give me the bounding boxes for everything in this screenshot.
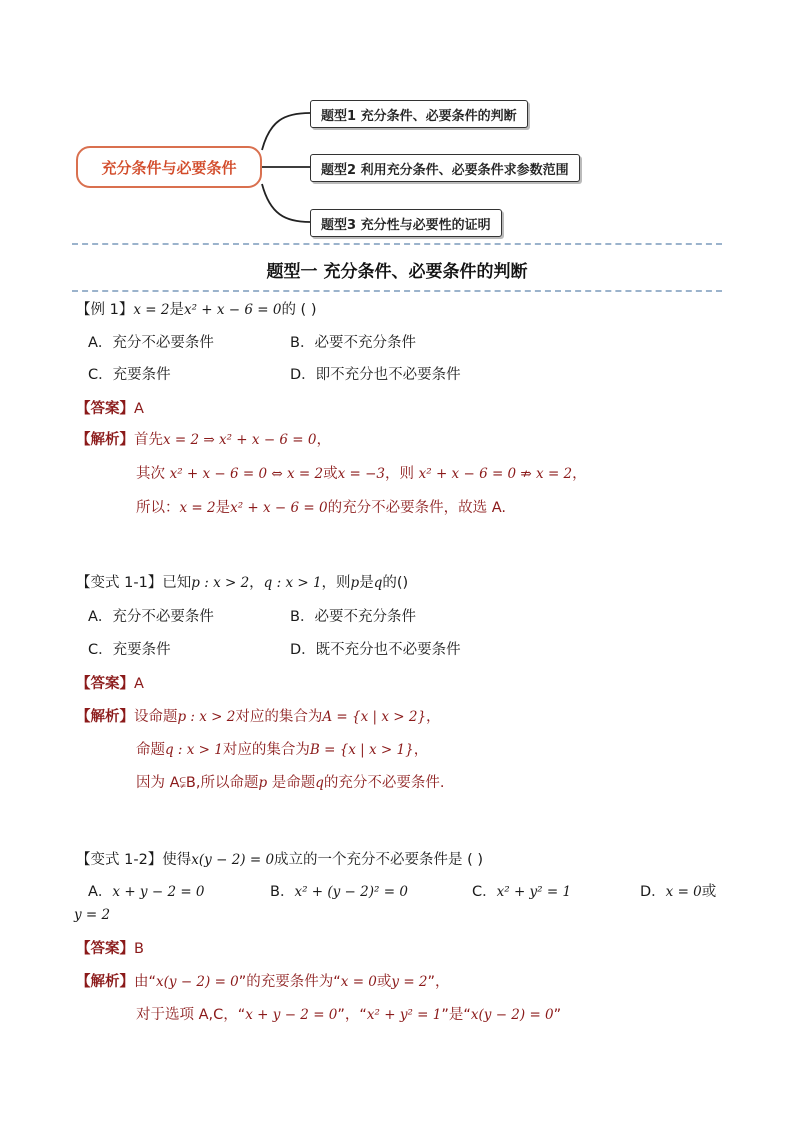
text: ，则 [321, 575, 351, 591]
answer-line [76, 672, 144, 693]
mindmap-branch-3: 题型3 充分性与必要性的证明 [310, 209, 502, 237]
answer-line [76, 397, 144, 418]
math-expr: p [350, 575, 360, 591]
text: 是 [359, 575, 374, 591]
text: ”是“ [441, 1007, 471, 1023]
text: 或 [376, 974, 392, 990]
math-expr: x = 2 ⇒ x² + x − 6 = 0 [163, 432, 317, 448]
text: ， [316, 432, 331, 448]
option-a: A．充分不必要条件 [88, 609, 214, 625]
text: 成立的一个充分不必要条件是 ( ) [274, 852, 484, 868]
text: 对于选项 A,C，“ [136, 1007, 246, 1023]
text: ”的充要条件为“ [238, 974, 341, 990]
math-expr: p : x > 2 [177, 709, 236, 725]
math-expr: x² + x − 6 = 0 ⇔ x = 2 [169, 466, 324, 482]
text: 其次 [136, 466, 165, 482]
math-expr: B = {x | x > 1} [309, 742, 414, 758]
math-expr: x² + x − 6 = 0 [230, 500, 328, 516]
variant-1-2-question [76, 848, 483, 869]
option-c: C．充要条件 [88, 367, 171, 383]
text: 已知 [162, 575, 192, 591]
text: 对应的集合为 [235, 709, 323, 725]
text: 或 [701, 884, 717, 900]
math-expr: x = 0 [340, 974, 377, 990]
analysis-line-2 [136, 462, 587, 483]
analysis-line-2 [136, 1003, 561, 1024]
example-label: 【例 1】 [76, 302, 134, 318]
answer-value: A [134, 401, 144, 417]
math-expr: x² + y² = 1 [366, 1007, 442, 1023]
math-expr: x(y − 2) = 0 [156, 974, 239, 990]
text: 的充分不必要条件，故选 A. [327, 500, 506, 516]
analysis-line-3 [136, 496, 506, 517]
text: 是命题 [267, 775, 316, 791]
text: ，则 [385, 466, 415, 482]
answer-value: B [134, 941, 144, 957]
text: 因为 A⫋B,所以命题 [136, 775, 259, 791]
variant-1-1-question [76, 571, 408, 592]
text: ” [553, 1007, 562, 1023]
divider-bottom [72, 290, 722, 292]
math-expr: x² + x − 6 = 0 ⇏ x = 2 [418, 466, 573, 482]
mindmap-root: 充分条件与必要条件 [76, 146, 262, 188]
text: 的充分不必要条件. [323, 775, 445, 791]
math-expr: x² + (y − 2)² = 0 [294, 884, 408, 900]
option-label: D． [640, 884, 666, 900]
option-c [472, 880, 571, 901]
math-expr: y = 2 [74, 907, 111, 923]
analysis-line-2 [136, 738, 428, 759]
option-d-continued [74, 907, 110, 923]
text: 是 [215, 500, 231, 516]
analysis-line-1 [76, 705, 441, 726]
text: ， [426, 709, 441, 725]
math-expr: x + y − 2 = 0 [112, 884, 205, 900]
analysis-label: 【解析】 [76, 974, 134, 990]
text: ”， [427, 974, 450, 990]
example-1-question [76, 298, 317, 319]
example-label: 【变式 1-2】 [76, 852, 163, 868]
math-expr: p [258, 775, 268, 791]
option-a [88, 880, 205, 901]
analysis-label: 【解析】 [76, 432, 134, 448]
answer-label: 【答案】 [76, 401, 134, 417]
math-expr: q : x > 1 [263, 575, 322, 591]
option-label: C． [472, 884, 497, 900]
example-label: 【变式 1-1】 [76, 575, 163, 591]
option-b: B．必要不充分条件 [290, 609, 416, 625]
option-d: D．既不充分也不必要条件 [290, 642, 461, 658]
analysis-line-1 [76, 970, 450, 991]
analysis-label: 【解析】 [76, 709, 134, 725]
text: 的() [382, 575, 409, 591]
text: ， [572, 466, 587, 482]
math-expr: p : x > 2 [191, 575, 250, 591]
text: 是 [169, 302, 184, 318]
option-b: B．必要不充分条件 [290, 335, 416, 351]
math-expr: q [373, 575, 383, 591]
math-expr: x = 2 [179, 500, 216, 516]
math-expr: x + y − 2 = 0 [245, 1007, 338, 1023]
answer-label: 【答案】 [76, 676, 134, 692]
math-expr: y = 2 [391, 974, 428, 990]
option-c: C．充要条件 [88, 642, 171, 658]
option-d: D．即不充分也不必要条件 [290, 367, 461, 383]
text: 命题 [136, 742, 165, 758]
text: 所以： [136, 500, 180, 516]
answer-line [76, 937, 144, 958]
text: 由“ [134, 974, 157, 990]
option-label: B． [270, 884, 295, 900]
math-expr: x = 0 [665, 884, 702, 900]
math-expr: x = 2 [133, 302, 170, 318]
text: 使得 [162, 852, 192, 868]
option-label: A． [88, 884, 113, 900]
option-d [640, 880, 716, 901]
mindmap-branch-2: 题型2 利用充分条件、必要条件求参数范围 [310, 154, 580, 182]
analysis-line-1 [76, 428, 331, 449]
math-expr: x² + y² = 1 [496, 884, 572, 900]
answer-value: A [134, 676, 144, 692]
text: 首先 [134, 432, 163, 448]
text: ”，“ [337, 1007, 367, 1023]
divider-top [72, 243, 722, 245]
answer-label: 【答案】 [76, 941, 134, 957]
text: 设命题 [134, 709, 178, 725]
section-title: 题型一 充分条件、必要条件的判断 [266, 262, 528, 282]
option-b [270, 880, 408, 901]
math-expr: q : x > 1 [165, 742, 223, 758]
math-expr: x(y − 2) = 0 [470, 1007, 554, 1023]
text: 或 [323, 466, 338, 482]
text: 对应的集合为 [222, 742, 310, 758]
mindmap-branch-1: 题型1 充分条件、必要条件的判断 [310, 100, 528, 128]
text: 的 ( ) [281, 302, 317, 318]
math-expr: q [315, 775, 324, 791]
text: ， [249, 575, 264, 591]
math-expr: A = {x | x > 2} [322, 709, 427, 725]
math-expr: x(y − 2) = 0 [191, 852, 275, 868]
math-expr: x = −3 [337, 466, 386, 482]
text: ， [413, 742, 429, 758]
option-a: A．充分不必要条件 [88, 335, 214, 351]
math-expr: x² + x − 6 = 0 [183, 302, 282, 318]
analysis-line-3 [136, 771, 445, 792]
